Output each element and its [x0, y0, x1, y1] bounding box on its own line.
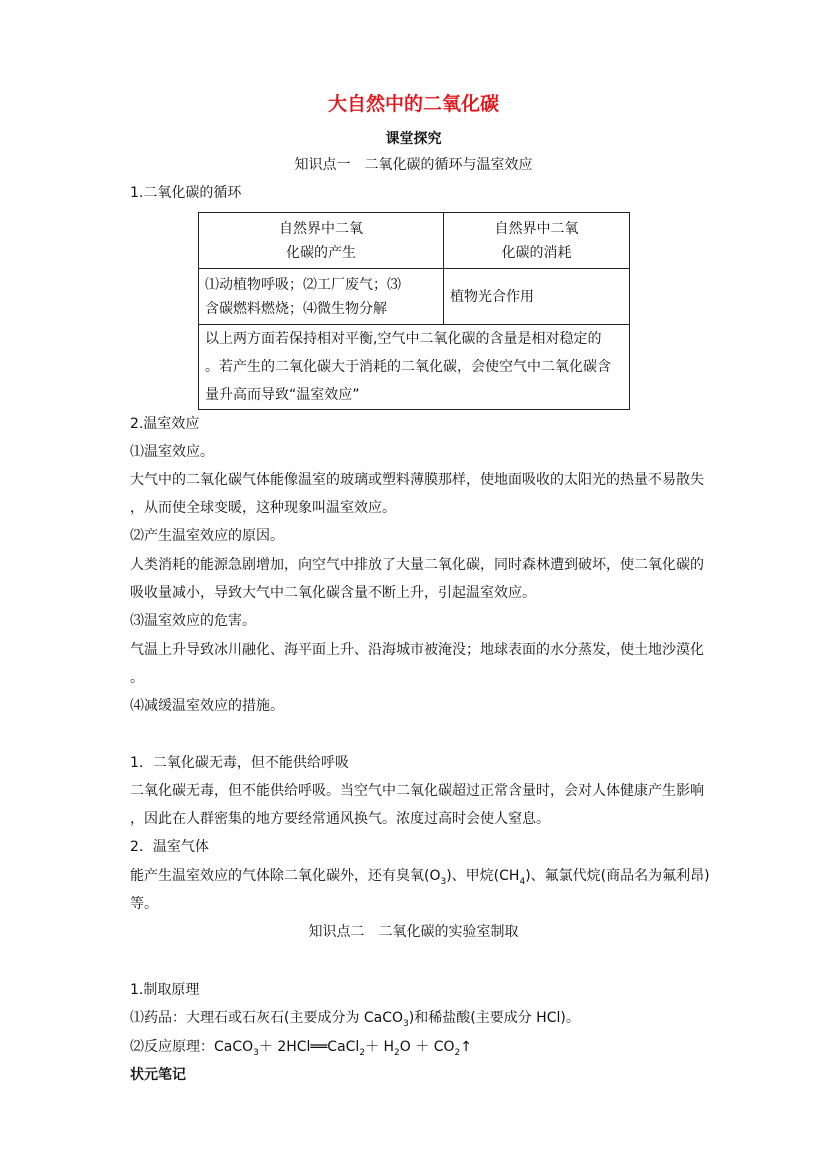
paragraph-line: 气温上升导致冰川融化、海平面上升、沿海城市被淹没；地球表面的水分蒸发，使土地沙漠化 [130, 642, 704, 658]
greenhouse-q3: ⑶温室效应的危害。 [130, 613, 256, 629]
greenhouse-q1: ⑴温室效应。 [130, 444, 214, 460]
table-head-production: 自然界中二氧 化碳的产生 [199, 213, 444, 269]
table-cell-consumption: 植物光合作用 [444, 269, 630, 325]
lab-heading: 1.制取原理 [130, 982, 200, 998]
notes-heading: 状元笔记 [130, 1067, 186, 1083]
table-head-consumption: 自然界中二氧 化碳的消耗 [444, 213, 630, 269]
reaction-equation: ⑵反应原理：CaCO$_3$＋ 2HCl══CaCl$_2$＋ $H_2O$ ＋ $CO_2↑$ [130, 1039, 472, 1058]
paragraph-line: ，因此在人群密集的地方要经常通风换气。浓度过高时会使人窒息。 [130, 811, 550, 827]
paragraph-line: 人类消耗的能源急剧增加，向空气中排放了大量二氧化碳，同时森林遭到破坏，使二氧化碳的 [130, 557, 704, 573]
section-heading: 课堂探究 [385, 131, 442, 147]
cycle-heading: 1.二氧化碳的循环 [130, 185, 242, 201]
greenhouse-gases-line: 能产生温室效应的气体除二氧化碳外，还有臭氧$(O_3)$、甲烷$(CH_4)$、氟氯代烷(商品名为氟利昂) [130, 868, 710, 887]
paragraph-line: 。 [130, 670, 144, 686]
greenhouse-q2: ⑵产生温室效应的原因。 [130, 528, 284, 544]
table-cell-production: ⑴动植物呼吸；⑵工厂废气；⑶ 含碳燃料燃烧；⑷微生物分解 [199, 269, 444, 325]
document-title: 大自然中的二氧化碳 [327, 93, 499, 115]
knowledge-point-2: 知识点二 二氧化碳的实验室制取 [308, 924, 519, 940]
table-cell-summary: 以上两方面若保持相对平衡,空气中二氧化碳的含量是相对稳定的 。若产生的二氧化碳大于消耗的二氧化碳，会使空气中二氧化碳含 量升高而导致“温室效应” [199, 325, 630, 410]
co2-cycle-table [198, 212, 630, 410]
paragraph-line: 大气中的二氧化碳气体能像温室的玻璃或塑料薄膜那样，使地面吸收的太阳光的热量不易散失 [130, 472, 704, 488]
greenhouse-heading: 2.温室效应 [130, 416, 200, 432]
greenhouse-q4: ⑷减缓温室效应的措施。 [130, 698, 284, 714]
paragraph-line: ，从而使全球变暖，这种现象叫温室效应。 [130, 500, 396, 516]
note-1-heading: 1．二氧化碳无毒，但不能供给呼吸 [130, 755, 349, 771]
note-2-heading: 2．温室气体 [130, 839, 209, 855]
reagents-line: ⑴药品：大理石或石灰石(主要成分为 CaCO$_3$)和稀盐酸(主要成分 HCl)。 [130, 1010, 580, 1029]
paragraph-line: 吸收量减小，导致大气中二氧化碳含量不断上升，引起温室效应。 [130, 585, 536, 601]
paragraph-line: 二氧化碳无毒，但不能供给呼吸。当空气中二氧化碳超过正常含量时，会对人体健康产生影响 [130, 783, 704, 799]
knowledge-point-1: 知识点一 二氧化碳的循环与温室效应 [294, 157, 533, 173]
paragraph-line: 等。 [130, 896, 158, 912]
